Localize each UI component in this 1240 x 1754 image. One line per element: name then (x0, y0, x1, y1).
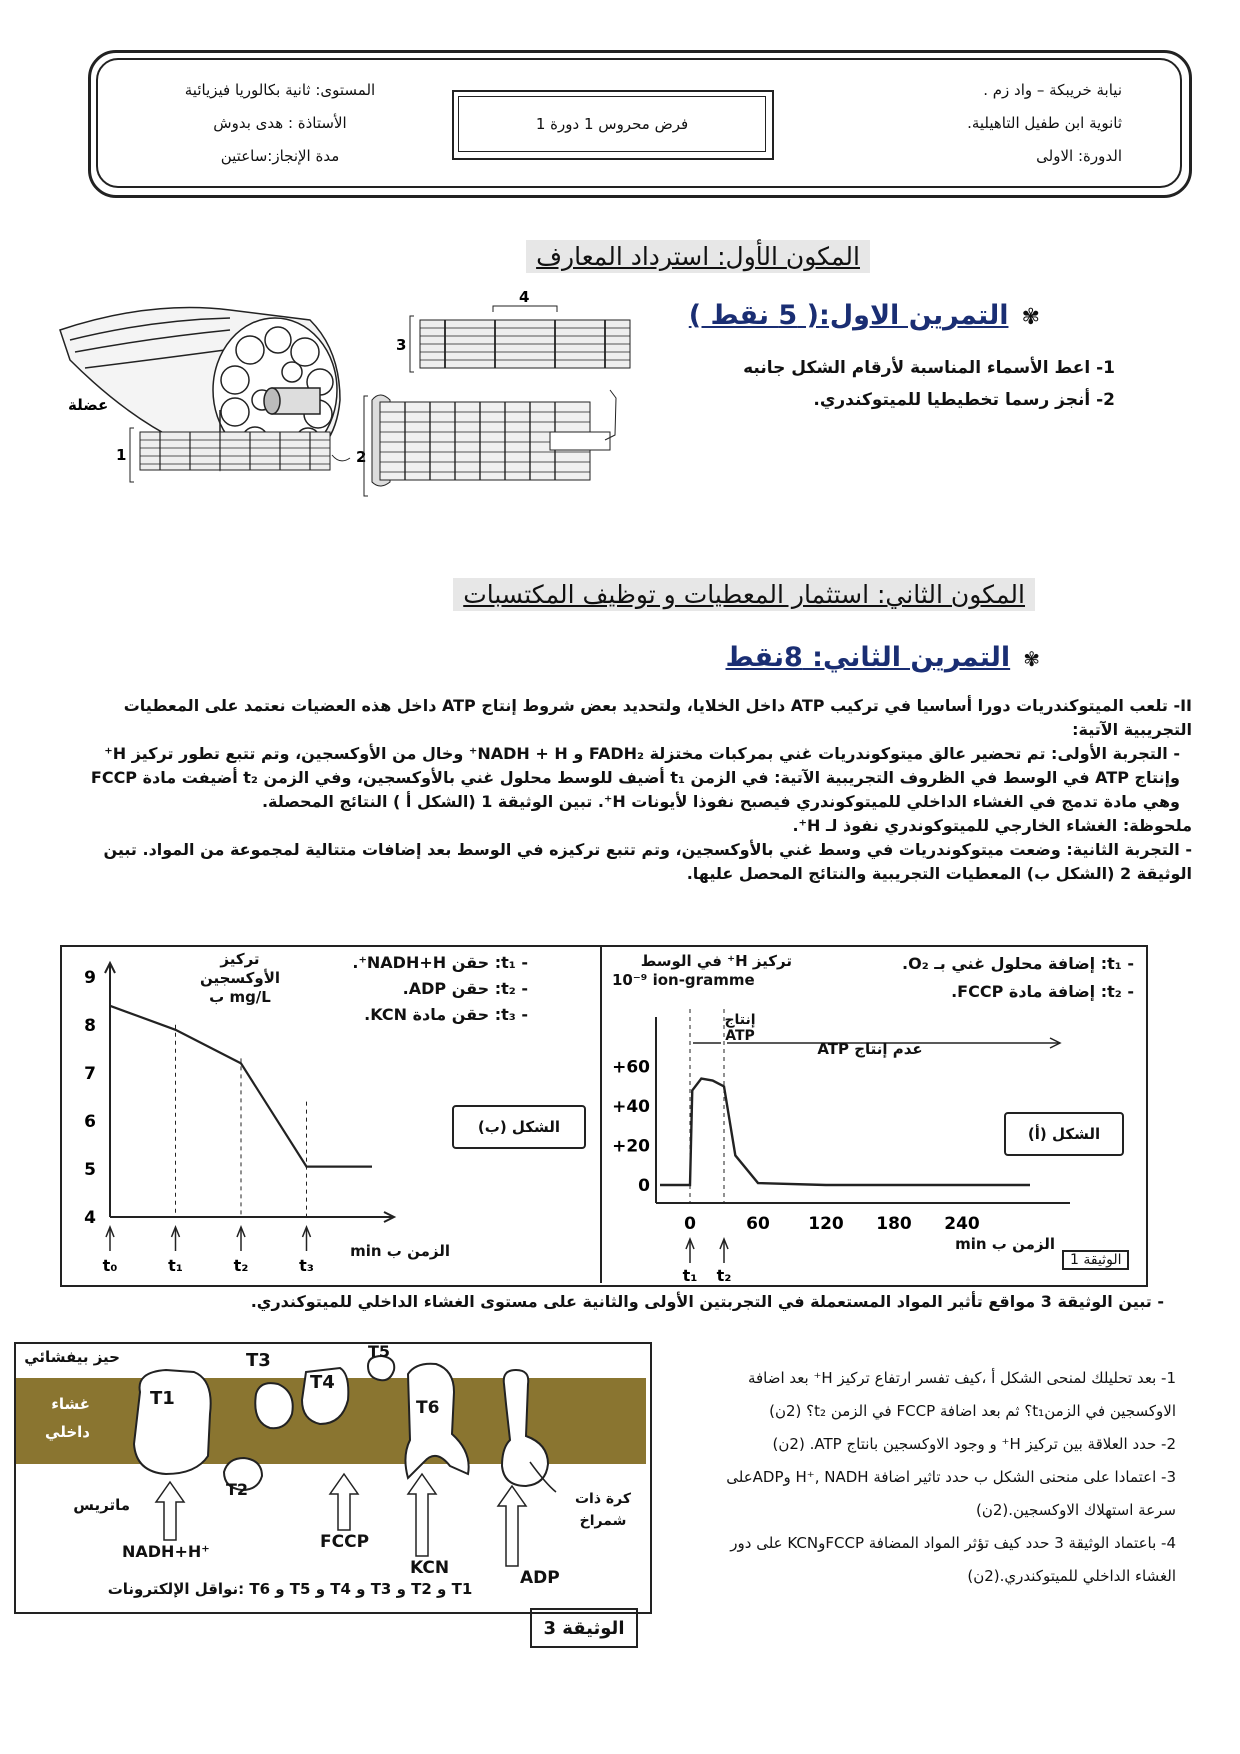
label-fccp: FCCP (320, 1532, 370, 1552)
chart-b-ytick-label: 5 (84, 1160, 96, 1180)
label-matrix: ماتريس (73, 1496, 130, 1514)
header-class-info (150, 74, 410, 173)
myofibril-drawing (130, 428, 330, 482)
exercise1-heading (689, 300, 1040, 331)
chart-a-ytick-label: 0 (638, 1176, 650, 1196)
header-school: ثانوية ابن طفيل التاهيلية. (967, 114, 1122, 132)
section1-title: المكون الأول: استرداد المعارف (526, 240, 870, 273)
header-teacher: الأستاذة : هدى بدوش (213, 114, 347, 132)
exercise2-paragraph-1: II- تلعب الميتوكندريات دورا أساسيا في تركيب ATP داخل الخلايا، ولتحديد بعض شروط إنتاج ATP داخل هذه العضيات نعتمد على المعطيات التجريبية الآتية: (123, 696, 1192, 739)
chart-a-xtick-label: 120 (808, 1214, 844, 1234)
chart-a-xtick-label: 180 (876, 1214, 912, 1234)
chart-a-caption: الشكل (أ) (1004, 1112, 1124, 1156)
chart-a-ytick-label: +60 (612, 1057, 650, 1078)
label-t3: T3 (246, 1350, 271, 1371)
header-duration: مدة الإنجاز:ساعتين (220, 147, 340, 165)
chart-a-legend (890, 950, 1134, 1006)
chart-a-atp-annotation (705, 1012, 775, 1044)
flower-icon: ✾ (1023, 647, 1040, 671)
exercise2-paragraph-2: - التجربة الأولى: تم تحضير عالق ميتوكوندريات غني بمركبات مختزلة FADH₂ و NADH + H⁺ وخال من الأوكسجين، وتم تتبع تطور تركيز H⁺ وإنتاج ATP في الوسط في الظروف التجريبية الآتية: في الزمن t₁ أضيف للوسط محلول غني بالأوكسجين، وفي الزمن t₂ أضيفت مادة FCCP وهي مادة تدمج في الغشاء الداخلي للميتوكوندري فيصبح نفوذا لأيونات H⁺. تبين الوثيقة 1 (الشكل أ ) النتائج المحصلة. (90, 744, 1180, 811)
exercise2-question-3b: سرعة استهلاك الاوكسجين.(2ن) (975, 1501, 1176, 1519)
exercise1-question-1: 1- اعط الأسماء المناسبة لأرقام الشكل جانبه (743, 358, 1115, 378)
chart-b-ylabel-line2: mg/L ب (209, 988, 271, 1006)
chart-a-series-line (660, 1079, 1030, 1185)
label-intermembrane-space: حيز بيفشائي (24, 1348, 120, 1366)
flower-icon: ✾ (1021, 305, 1040, 330)
chart-b-legend-t3: - t₃: حقن مادة KCN. (364, 1005, 528, 1024)
chart-b-legend (300, 950, 528, 1028)
chart-a-marks (660, 1079, 1030, 1185)
chart-b-caption: الشكل (ب) (452, 1105, 586, 1149)
chart-b-ylabel (180, 950, 300, 1007)
header-school-info (802, 74, 1122, 173)
chart-b-ylabel-line1: تركيز الأوكسجين (199, 950, 281, 987)
exercise2-question-1b: الاوكسجين في الزمنt₁؟ ثم بعد اضافة FCCP في الزمن t₂؟ (2ن) (769, 1402, 1176, 1420)
chart-b-legend-t1: - t₁: حقن NADH+H⁺. (352, 953, 528, 972)
header-directorate: نيابة خريبكة – واد زم . (983, 81, 1122, 99)
chart-a-atp-no-label: عدم إنتاج ATP (817, 1040, 923, 1058)
muscle-figure (50, 290, 710, 570)
fig-number-2: 2 (356, 448, 367, 466)
chart-a-ylabel-line2: 10⁻⁹ ion-gramme (612, 971, 755, 989)
chart-a-atp-yes-label: إنتاج (724, 1012, 756, 1028)
label-inner-membrane: غشاء داخلي (45, 1395, 90, 1441)
chart-a-xtick-label: 60 (746, 1214, 770, 1234)
section2-title: المكون الثاني: استثمار المعطيات و توظيف المكتسبات (453, 578, 1035, 611)
document3-label: الوثيقة 3 (530, 1608, 638, 1648)
exercise2-note: ملحوظة: الغشاء الخارجي للميتوكوندري نفوذ لـ H⁺. (792, 816, 1192, 835)
exercise2-question-4b: الغشاء الداخلي للميتوكندري.(2ن) (967, 1567, 1176, 1585)
chart-a-atp-yes-label-2: ATP (725, 1028, 755, 1044)
chart-a-legend-t1: - t₁: إضافة محلول غني بـ O₂. (902, 954, 1134, 973)
leader-line-2 (332, 455, 350, 461)
chart-b-ytick-label: 7 (84, 1064, 96, 1084)
chart-a-xlabel: الزمن ب min (955, 1235, 1055, 1253)
exercise2-title: التمرين الثاني: 8نقط (725, 642, 1011, 673)
chart-b-legend-t2: - t₂: حقن ADP. (402, 979, 528, 998)
label-nadh: NADH+H⁺ (122, 1542, 210, 1561)
label-t6: T6 (416, 1398, 440, 1418)
muscle-label: عضلة (68, 396, 109, 414)
chart-b-xtick-label: t₃ (299, 1256, 314, 1275)
label-kcn: KCN (410, 1558, 450, 1578)
exercise2-question-1a: 1- بعد تحليلك لمنحى الشكل أ ،كيف تفسر ارتفاع تركيز H⁺ بعد اضافة (747, 1369, 1176, 1387)
document1-divider (600, 945, 602, 1283)
document3-caption: T1 و T2 و T3 و T4 و T5 و T6 :نواقل الإلكترونات (107, 1580, 473, 1598)
chart-a-xtick-label: 0 (684, 1214, 696, 1234)
chart-b-ytick-label: 8 (84, 1016, 96, 1036)
label-stalk-sphere: كرة ذات شمراخ (574, 1491, 632, 1529)
chart-b-ytick-label: 4 (84, 1208, 96, 1228)
fig-number-4: 4 (519, 290, 530, 306)
chart-b-xlabel: الزمن ب min (350, 1242, 450, 1260)
chart-b-xtick-label: t₁ (168, 1256, 183, 1275)
exercise2-question-3a: 3- اعتمادا على منحنى الشكل ب حدد تاثير اضافة H⁺, NADH وADPعلى (726, 1468, 1176, 1486)
document3-intro: - تبين الوثيقة 3 مواقع تأثير المواد المستعملة في التجربتين الأولى والثانية على مستوى الغشاء الداخلي للميتوكندري. (250, 1292, 1164, 1311)
filament-bundle-drawing (364, 390, 616, 496)
fig-number-3: 3 (396, 336, 407, 354)
transporter-t1 (134, 1370, 211, 1474)
exercise2-questions (656, 1362, 1176, 1593)
chart-a-ylabel (612, 952, 792, 990)
label-t4: T4 (310, 1372, 335, 1393)
section1-heading (526, 242, 870, 271)
exercise2-paragraph-3: - التجربة الثانية: وضعت ميتوكوندريات في وسط غني بالأوكسجين، وتم تتبع تركيزه في الوسط بعد إضافات متتالية لمجموعة من المواد. تبين الوثيقة 2 (الشكل ب) المعطيات التجريبية والنتائج المحصل عليها. (103, 840, 1192, 883)
sarcomere-drawing (410, 306, 630, 372)
header-session: الدورة: الاولى (1036, 147, 1122, 165)
exam-title: فرض محروس 1 دورة 1 (458, 96, 766, 152)
chart-a-event-label: t₁ (682, 1266, 698, 1281)
fig-number-1: 1 (116, 446, 127, 464)
label-t1: T1 (150, 1388, 175, 1409)
chart-b-ytick-label: 9 (84, 968, 96, 988)
chart-b-xtick-label: t₀ (102, 1256, 118, 1275)
document1-label: الوثيقة 1 (1062, 1250, 1129, 1270)
exercise1-question-2: 2- أنجز رسما تخطيطيا للميتوكندري. (813, 390, 1115, 410)
chart-b-ytick-label: 6 (84, 1112, 96, 1132)
label-t5: T5 (368, 1342, 391, 1361)
chart-a-legend-t2: - t₂: إضافة مادة FCCP. (951, 982, 1134, 1001)
exercise2-question-2: 2- حدد العلاقة بين تركيز H⁺ و وجود الاوكسجين بانتاج ATP. (2ن) (772, 1435, 1176, 1453)
section2-heading (453, 580, 1035, 609)
exercise2-intro (78, 694, 1192, 886)
exercise2-heading (726, 642, 1041, 673)
chart-a-xtick-label: 240 (944, 1214, 980, 1234)
exercise1-title: التمرين الاول:( 5 نقط ) (688, 300, 1009, 331)
chart-b-xtick-label: t₂ (233, 1256, 249, 1275)
chart-a-ytick-label: +20 (612, 1136, 650, 1157)
label-adp: ADP (520, 1568, 560, 1588)
transporter-t3 (255, 1383, 292, 1428)
exercise2-question-4a: 4- باعتماد الوثيقة 3 حدد كيف تؤثر المواد المضافة FCCPوKCN على دور (730, 1534, 1176, 1552)
chart-a-ylabel-line1: تركيز H⁺ في الوسط (640, 952, 792, 970)
header-level: المستوى: ثانية بكالوريا فيزيائية (184, 81, 376, 99)
chart-a-ytick-label: +40 (612, 1097, 650, 1118)
chart-a-event-label: t₂ (716, 1266, 732, 1281)
label-t2: T2 (226, 1480, 249, 1499)
